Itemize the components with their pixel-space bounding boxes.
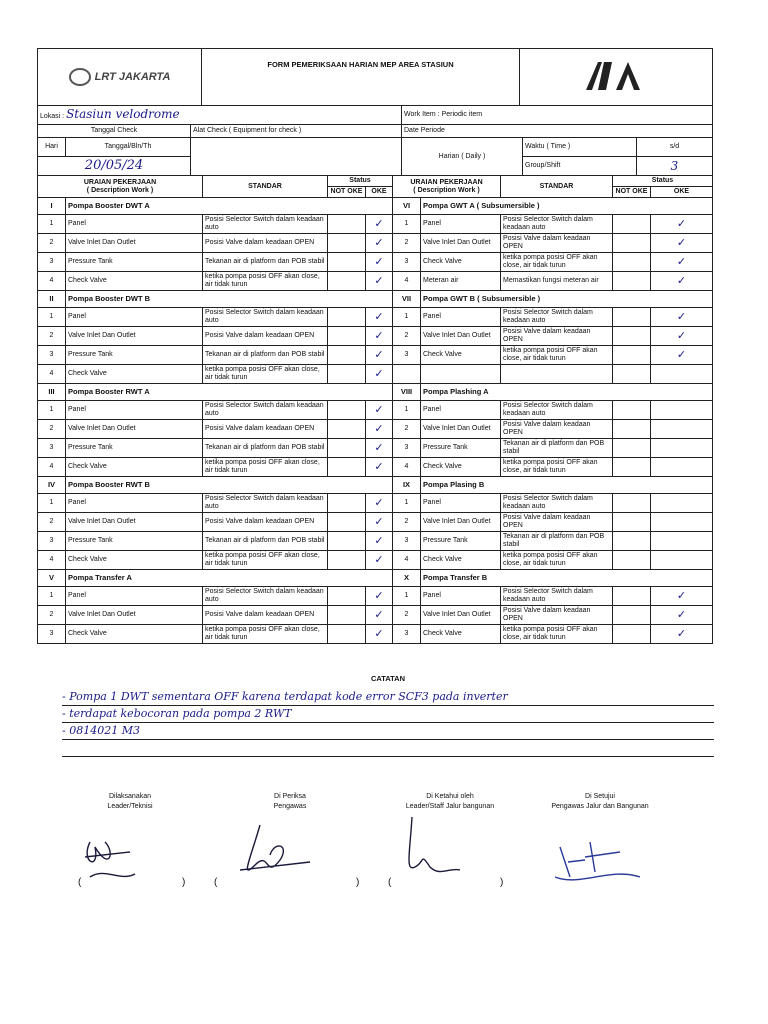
section-title: Pompa Booster RWT B [66,477,393,494]
status-oke-checkmark [651,439,713,458]
table-row [38,494,713,513]
table-row [38,439,713,458]
item-number: 2 [393,420,421,439]
status-not-oke [328,420,366,439]
status-not-oke [613,234,651,253]
item-standard: Tekanan air di platform dan POB stabil [203,253,328,272]
section-title: Pompa GWT A ( Subsumersible ) [421,198,713,215]
alat-check-value [191,138,402,176]
status-oke-checkmark: ✓ [651,327,713,346]
status-not-oke [328,365,366,384]
table-row [38,513,713,532]
item-number: 4 [38,365,66,384]
status-not-oke [328,551,366,570]
item-standard: Posisi Selector Switch dalam keadaan auto [203,401,328,420]
section-number: VII [393,291,421,308]
status-not-oke [328,346,366,365]
item-name: Panel [421,494,501,513]
note-line [62,740,714,757]
table-row [38,606,713,625]
checklist-table [37,175,713,644]
status-oke-checkmark: ✓ [366,327,393,346]
section-number: VIII [393,384,421,401]
table-row [38,253,713,272]
status-oke-checkmark: ✓ [651,234,713,253]
status-not-oke [328,234,366,253]
status-oke-checkmark: ✓ [366,308,393,327]
table-row [38,625,713,644]
item-standard: Tekanan air di platform dan POB stabil [203,439,328,458]
section-number: IX [393,477,421,494]
item-name: Panel [66,494,203,513]
item-standard: ketika pompa posisi OFF akan close, air tidak turun [203,625,328,644]
item-name: Panel [66,401,203,420]
item-standard: Tekanan air di platform dan POB stabil [203,532,328,551]
tanggal-check-label: Tanggal Check [38,125,191,138]
handwritten-signature-icon [400,812,480,882]
status-oke-checkmark: ✓ [366,532,393,551]
work-item: Work Item : Periodic item [402,106,713,125]
item-standard: Tekanan air di platform dan POB stabil [501,439,613,458]
item-standard: Posisi Selector Switch dalam keadaan auto [501,215,613,234]
section-number: I [38,198,66,215]
item-name: Valve Inlet Dan Outlet [66,420,203,439]
item-number: 2 [38,606,66,625]
status-not-oke [328,458,366,477]
section-title: Pompa Transfer A [66,570,393,587]
col-not-oke-right: NOT OKE [613,187,651,198]
status-not-oke [613,551,651,570]
handwritten-signature-icon [540,832,650,892]
item-standard: Posisi Selector Switch dalam keadaan auto [501,308,613,327]
item-number: 4 [393,272,421,291]
status-not-oke [613,494,651,513]
item-standard: Tekanan air di platform dan POB stabil [203,346,328,365]
status-oke-checkmark: ✓ [366,346,393,365]
form-title: FORM PEMERIKSAAN HARIAN MEP AREA STASIUN [202,49,520,106]
item-name: Pressure Tank [421,439,501,458]
status-oke-checkmark [651,365,713,384]
lokasi-field: Lokasi : Stasiun velodrome [38,106,402,125]
status-not-oke [328,587,366,606]
group-shift-value: 3 [637,157,713,176]
item-standard: Posisi Valve dalam keadaan OPEN [501,420,613,439]
table-row [38,272,713,291]
item-standard: Posisi Selector Switch dalam keadaan auto [501,587,613,606]
status-oke-checkmark: ✓ [366,439,393,458]
item-number: 4 [38,551,66,570]
item-standard: ketika pompa posisi OFF akan close, air tidak turun [203,365,328,384]
item-number: 2 [393,234,421,253]
item-name: Panel [421,401,501,420]
section-number: V [38,570,66,587]
group-shift-label: Group/Shift [523,157,637,176]
section-title: Pompa Transfer B [421,570,713,587]
status-oke-checkmark: ✓ [366,458,393,477]
table-row [38,587,713,606]
status-not-oke [613,365,651,384]
section-number: II [38,291,66,308]
status-oke-checkmark: ✓ [651,346,713,365]
signature-pengawas-jalur: Di Setujui Pengawas Jalur dan Bangunan [520,792,680,812]
item-name: Panel [421,587,501,606]
status-not-oke [328,215,366,234]
status-oke-checkmark: ✓ [651,272,713,291]
status-not-oke [613,532,651,551]
item-number: 3 [393,346,421,365]
item-number: 1 [38,308,66,327]
status-oke-checkmark [651,551,713,570]
item-number: 1 [393,308,421,327]
item-number: 3 [38,346,66,365]
status-not-oke [613,458,651,477]
tgl-bln-th-label: Tanggal/Bln/Th [66,138,191,157]
status-not-oke [328,494,366,513]
col-uraian-right: URAIAN PEKERJAAN ( Description Work ) [393,176,501,198]
item-standard: ketika pompa posisi OFF akan close, air tidak turun [203,551,328,570]
status-oke-checkmark: ✓ [366,272,393,291]
col-status-left: Status [328,176,393,187]
item-standard: ketika pompa posisi OFF akan close, air tidak turun [203,272,328,291]
item-number: 2 [38,513,66,532]
item-number: 3 [38,625,66,644]
item-name [421,365,501,384]
status-not-oke [328,513,366,532]
status-not-oke [328,532,366,551]
table-row [38,532,713,551]
item-name: Pressure Tank [421,532,501,551]
notes-section [62,674,714,757]
item-name: Check Valve [66,458,203,477]
status-not-oke [613,327,651,346]
item-standard: ketika pompa posisi OFF akan close, air tidak turun [203,458,328,477]
item-number: 1 [393,215,421,234]
status-not-oke [613,308,651,327]
col-oke-left: OKE [366,187,393,198]
note-line: - 0814021 M3 [62,723,714,740]
note-line: - terdapat kebocoran pada pompa 2 RWT [62,706,714,723]
item-number: 2 [38,327,66,346]
status-not-oke [613,513,651,532]
section-number: VI [393,198,421,215]
handwritten-signature-icon [220,820,320,890]
item-standard: Posisi Valve dalam keadaan OPEN [203,327,328,346]
section-title: Pompa Booster DWT B [66,291,393,308]
item-number: 2 [38,420,66,439]
note-line: - Pompa 1 DWT sementara OFF karena terdapat kode error SCF3 pada inverter [62,689,714,706]
table-row [38,551,713,570]
col-standar-right: STANDAR [501,176,613,198]
item-number: 1 [393,401,421,420]
item-standard: Posisi Valve dalam keadaan OPEN [501,606,613,625]
date-periode-label: Date Periode [402,125,713,138]
item-name: Pressure Tank [66,532,203,551]
status-not-oke [328,327,366,346]
status-oke-checkmark: ✓ [651,253,713,272]
item-number: 4 [38,458,66,477]
item-standard: ketika pompa posisi OFF akan close, air tidak turun [501,346,613,365]
section-number: X [393,570,421,587]
status-not-oke [328,253,366,272]
status-not-oke [613,606,651,625]
item-number: 3 [38,253,66,272]
status-oke-checkmark [651,532,713,551]
status-not-oke [613,215,651,234]
item-number: 3 [393,532,421,551]
item-standard [501,365,613,384]
item-name: Check Valve [421,625,501,644]
item-standard: Posisi Selector Switch dalam keadaan auto [501,401,613,420]
item-number: 3 [38,439,66,458]
item-name: Pressure Tank [66,439,203,458]
harian-label: Harian ( Daily ) [402,138,523,176]
status-oke-checkmark: ✓ [366,606,393,625]
item-number: 3 [393,253,421,272]
notes-title: CATATAN [370,674,406,683]
item-standard: Posisi Selector Switch dalam keadaan auto [501,494,613,513]
item-number: 2 [38,234,66,253]
item-standard: Posisi Valve dalam keadaan OPEN [501,327,613,346]
signature-leader-staff: Di Ketahui oleh Leader/Staff Jalur bangunan ( ) [388,793,504,888]
item-standard: Memastikan fungsi meteran air [501,272,613,291]
status-not-oke [328,625,366,644]
item-name: Valve Inlet Dan Outlet [421,420,501,439]
item-standard: Posisi Valve dalam keadaan OPEN [501,513,613,532]
section-title: Pompa Booster DWT A [66,198,393,215]
item-standard: Tekanan air di platform dan POB stabil [501,532,613,551]
status-not-oke [613,587,651,606]
form-header [37,48,713,106]
col-uraian-left: URAIAN PEKERJAAN ( Description Work ) [38,176,203,198]
section-title: Pompa Plasing B [421,477,713,494]
col-standar-left: STANDAR [203,176,328,198]
item-name: Check Valve [421,253,501,272]
item-number: 1 [38,587,66,606]
status-oke-checkmark: ✓ [366,513,393,532]
item-standard: Posisi Selector Switch dalam keadaan auto [203,308,328,327]
section-title: Pompa Booster RWT A [66,384,393,401]
date-value: 20/05/24 [38,157,191,176]
status-oke-checkmark: ✓ [651,587,713,606]
item-number: 1 [393,494,421,513]
item-name: Valve Inlet Dan Outlet [421,234,501,253]
col-oke-right: OKE [651,187,713,198]
item-name: Valve Inlet Dan Outlet [66,234,203,253]
hari-label: Hari [38,138,66,157]
item-name: Panel [66,215,203,234]
item-standard: Posisi Valve dalam keadaan OPEN [501,234,613,253]
item-standard: Posisi Selector Switch dalam keadaan auto [203,215,328,234]
sd-label: s/d [637,138,713,157]
section-number: IV [38,477,66,494]
item-standard: Posisi Valve dalam keadaan OPEN [203,420,328,439]
item-name: Pressure Tank [66,253,203,272]
handwritten-signature-icon [60,832,150,887]
status-not-oke [613,625,651,644]
item-standard: ketika pompa posisi OFF akan close, air tidak turun [501,253,613,272]
item-name: Check Valve [66,272,203,291]
item-number [393,365,421,384]
status-oke-checkmark: ✓ [366,494,393,513]
item-name: Meteran air [421,272,501,291]
item-number: 3 [38,532,66,551]
status-not-oke [328,401,366,420]
item-standard: ketika pompa posisi OFF akan close, air tidak turun [501,551,613,570]
item-name: Valve Inlet Dan Outlet [66,606,203,625]
item-number: 4 [393,551,421,570]
table-row [38,234,713,253]
status-not-oke [613,439,651,458]
alat-check-label: Alat Check ( Equipment for check ) [191,125,402,138]
status-oke-checkmark [651,401,713,420]
status-not-oke [328,606,366,625]
status-oke-checkmark [651,513,713,532]
item-name: Check Valve [66,365,203,384]
status-oke-checkmark: ✓ [651,215,713,234]
status-not-oke [328,308,366,327]
item-number: 1 [38,401,66,420]
item-number: 1 [393,587,421,606]
table-row [38,346,713,365]
item-number: 2 [393,327,421,346]
status-oke-checkmark: ✓ [651,625,713,644]
item-name: Panel [66,308,203,327]
table-row [38,401,713,420]
section-number: III [38,384,66,401]
status-oke-checkmark: ✓ [366,365,393,384]
table-row [38,458,713,477]
status-not-oke [613,420,651,439]
item-name: Check Valve [421,551,501,570]
item-standard: ketika pompa posisi OFF akan close, air tidak turun [501,458,613,477]
item-name: Pressure Tank [66,346,203,365]
status-oke-checkmark: ✓ [366,587,393,606]
item-name: Check Valve [421,458,501,477]
item-number: 1 [38,494,66,513]
status-not-oke [613,346,651,365]
item-standard: Posisi Valve dalam keadaan OPEN [203,234,328,253]
status-oke-checkmark: ✓ [651,308,713,327]
status-oke-checkmark: ✓ [366,551,393,570]
status-not-oke [328,439,366,458]
signature-pengawas: Di Periksa Pengawas ( ) [214,793,360,888]
status-not-oke [613,253,651,272]
lrt-jakarta-logo: LRT JAKARTA [38,49,202,106]
status-oke-checkmark [651,458,713,477]
item-name: Valve Inlet Dan Outlet [66,327,203,346]
section-title: Pompa Plashing A [421,384,713,401]
kja-logo [520,49,713,106]
table-row [38,215,713,234]
item-name: Panel [66,587,203,606]
item-number: 4 [393,458,421,477]
item-name: Check Valve [421,346,501,365]
item-name: Valve Inlet Dan Outlet [421,606,501,625]
status-not-oke [613,272,651,291]
item-name: Valve Inlet Dan Outlet [66,513,203,532]
item-number: 3 [393,439,421,458]
waktu-label: Waktu ( Time ) [523,138,637,157]
item-standard: Posisi Selector Switch dalam keadaan auto [203,587,328,606]
item-name: Check Valve [66,625,203,644]
item-standard: Posisi Valve dalam keadaan OPEN [203,606,328,625]
status-oke-checkmark: ✓ [651,606,713,625]
signature-leader-teknisi: Dilaksanakan Leader/Teknisi ( ) [50,792,210,812]
item-number: 2 [393,513,421,532]
table-row [38,308,713,327]
status-oke-checkmark: ✓ [366,253,393,272]
status-oke-checkmark [651,420,713,439]
info-table [37,105,713,176]
item-name: Panel [421,308,501,327]
status-not-oke [328,272,366,291]
item-number: 4 [38,272,66,291]
status-not-oke [613,401,651,420]
item-standard: ketika pompa posisi OFF akan close, air tidak turun [501,625,613,644]
table-row [38,365,713,384]
col-status-right: Status [613,176,713,187]
item-number: 3 [393,625,421,644]
item-standard: Posisi Selector Switch dalam keadaan auto [203,494,328,513]
status-oke-checkmark: ✓ [366,625,393,644]
item-name: Valve Inlet Dan Outlet [421,327,501,346]
section-title: Pompa GWT B ( Subsumersible ) [421,291,713,308]
table-row [38,327,713,346]
col-not-oke-left: NOT OKE [328,187,366,198]
inspection-form [37,48,712,644]
item-name: Valve Inlet Dan Outlet [421,513,501,532]
item-number: 2 [393,606,421,625]
status-oke-checkmark: ✓ [366,401,393,420]
item-name: Panel [421,215,501,234]
status-oke-checkmark: ✓ [366,234,393,253]
status-oke-checkmark [651,494,713,513]
item-number: 1 [38,215,66,234]
status-oke-checkmark: ✓ [366,420,393,439]
table-row [38,420,713,439]
item-standard: Posisi Valve dalam keadaan OPEN [203,513,328,532]
item-name: Check Valve [66,551,203,570]
status-oke-checkmark: ✓ [366,215,393,234]
